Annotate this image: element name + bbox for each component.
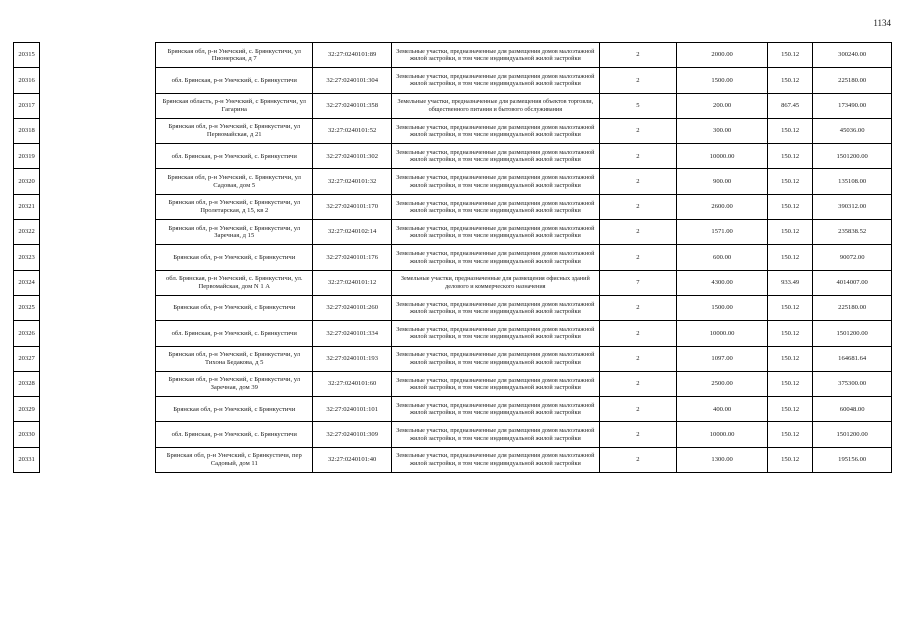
specific-value-cell: 150.12 — [767, 371, 812, 396]
cadastral-value-cell: 1501200.00 — [813, 321, 892, 346]
cadastral-value-cell: 135108.00 — [813, 169, 892, 194]
use-group-cell: 2 — [599, 447, 677, 472]
table-row — [14, 68, 892, 93]
land-use-cell: Земельные участки, предназначенные для размещения домов малоэтажной жилой застройки, в том числе индивидуальной жилой застройки — [392, 169, 600, 194]
blank-cell — [40, 245, 156, 270]
row-number-cell: 20321 — [14, 194, 40, 219]
blank-cell — [40, 447, 156, 472]
address-cell: Брянская обл, р-н Унечский, с Брянкустичи — [156, 295, 313, 320]
blank-cell — [40, 321, 156, 346]
row-number-cell: 20324 — [14, 270, 40, 295]
blank-cell — [40, 346, 156, 371]
blank-cell — [40, 270, 156, 295]
land-use-cell: Земельные участки, предназначенные для размещения домов малоэтажной жилой застройки, в том числе индивидуальной жилой застройки — [392, 346, 600, 371]
cadastral-number-cell: 32:27:0240101:170 — [313, 194, 392, 219]
row-number-cell: 20316 — [14, 68, 40, 93]
use-group-cell: 2 — [599, 118, 677, 143]
use-group-cell: 7 — [599, 270, 677, 295]
specific-value-cell: 150.12 — [767, 43, 812, 68]
use-group-cell: 2 — [599, 346, 677, 371]
cadastral-number-cell: 32:27:0240101:40 — [313, 447, 392, 472]
address-cell: Брянская обл, р-н Унечский, с Брянкустичи — [156, 397, 313, 422]
specific-value-cell: 150.12 — [767, 194, 812, 219]
cadastral-value-cell: 235838.52 — [813, 220, 892, 245]
table-row — [14, 245, 892, 270]
row-number-cell: 20331 — [14, 447, 40, 472]
table-row — [14, 270, 892, 295]
area-cell: 10000.00 — [677, 321, 768, 346]
address-cell: обл. Брянская, р-н Унечский, с. Брянкустичи — [156, 321, 313, 346]
row-number-cell: 20325 — [14, 295, 40, 320]
table-row — [14, 144, 892, 169]
use-group-cell: 2 — [599, 397, 677, 422]
cadastral-value-cell: 195156.00 — [813, 447, 892, 472]
address-cell: Брянская обл, р-н Унечский, с Брянкустичи, ул Заречная, дом 39 — [156, 371, 313, 396]
table-row — [14, 169, 892, 194]
cadastral-value-cell: 225180.00 — [813, 295, 892, 320]
blank-cell — [40, 194, 156, 219]
cadastral-value-cell: 60048.00 — [813, 397, 892, 422]
land-use-cell: Земельные участки, предназначенные для размещения домов малоэтажной жилой застройки, в том числе индивидуальной жилой застройки — [392, 422, 600, 447]
row-number-cell: 20319 — [14, 144, 40, 169]
table-row — [14, 194, 892, 219]
cadastral-number-cell: 32:27:0240101:89 — [313, 43, 392, 68]
cadastral-value-cell: 300240.00 — [813, 43, 892, 68]
address-cell: Брянская обл, р-н Унечский, с Брянкустичи, ул Тихона Бедакова, д 5 — [156, 346, 313, 371]
blank-cell — [40, 169, 156, 194]
use-group-cell: 5 — [599, 93, 677, 118]
blank-cell — [40, 220, 156, 245]
cadastral-number-cell: 32:27:0240101:309 — [313, 422, 392, 447]
specific-value-cell: 150.12 — [767, 422, 812, 447]
row-number-cell: 20327 — [14, 346, 40, 371]
table-row — [14, 371, 892, 396]
use-group-cell: 2 — [599, 220, 677, 245]
cadastral-value-cell: 1501200.00 — [813, 144, 892, 169]
area-cell: 10000.00 — [677, 422, 768, 447]
land-use-cell: Земельные участки, предназначенные для размещения домов малоэтажной жилой застройки, в том числе индивидуальной жилой застройки — [392, 245, 600, 270]
cadastral-number-cell: 32:27:0240101:101 — [313, 397, 392, 422]
specific-value-cell: 150.12 — [767, 144, 812, 169]
cadastral-value-cell: 45036.00 — [813, 118, 892, 143]
table-row — [14, 447, 892, 472]
cadastral-number-cell: 32:27:0240101:52 — [313, 118, 392, 143]
row-number-cell: 20328 — [14, 371, 40, 396]
blank-cell — [40, 93, 156, 118]
table-body — [14, 43, 892, 473]
cadastral-number-cell: 32:27:0240101:12 — [313, 270, 392, 295]
specific-value-cell: 150.12 — [767, 295, 812, 320]
address-cell: Брянская обл, р-н Унечский, с Брянкустичи, пер Садовый, дом 11 — [156, 447, 313, 472]
use-group-cell: 2 — [599, 321, 677, 346]
specific-value-cell: 150.12 — [767, 68, 812, 93]
row-number-cell: 20317 — [14, 93, 40, 118]
specific-value-cell: 150.12 — [767, 397, 812, 422]
blank-cell — [40, 118, 156, 143]
row-number-cell: 20320 — [14, 169, 40, 194]
address-cell: обл. Брянская, р-н Унечский, с. Брянкустичи — [156, 68, 313, 93]
row-number-cell: 20323 — [14, 245, 40, 270]
area-cell: 1571.00 — [677, 220, 768, 245]
land-use-cell: Земельные участки, предназначенные для размещения домов малоэтажной жилой застройки, в том числе индивидуальной жилой застройки — [392, 371, 600, 396]
address-cell: Брянская обл, р-н Унечский, с Брянкустичи, ул Первомайская, д 21 — [156, 118, 313, 143]
land-use-cell: Земельные участки, предназначенные для размещения домов малоэтажной жилой застройки, в том числе индивидуальной жилой застройки — [392, 43, 600, 68]
blank-cell — [40, 371, 156, 396]
row-number-cell: 20322 — [14, 220, 40, 245]
area-cell: 1300.00 — [677, 447, 768, 472]
specific-value-cell: 867.45 — [767, 93, 812, 118]
address-cell: Брянская обл, р-н Унечский, с. Брянкустичи, ул Пионерская, д 7 — [156, 43, 313, 68]
use-group-cell: 2 — [599, 245, 677, 270]
area-cell: 1500.00 — [677, 295, 768, 320]
specific-value-cell: 150.12 — [767, 245, 812, 270]
cadastral-value-cell: 173490.00 — [813, 93, 892, 118]
address-cell: обл. Брянская, р-н Унечский, с. Брянкустичи, ул. Первомайская, дом N 1 А — [156, 270, 313, 295]
use-group-cell: 2 — [599, 43, 677, 68]
use-group-cell: 2 — [599, 144, 677, 169]
address-cell: обл. Брянская, р-н Унечский, с. Брянкустичи — [156, 422, 313, 447]
cadastral-number-cell: 32:27:0240101:304 — [313, 68, 392, 93]
table-row — [14, 220, 892, 245]
area-cell: 600.00 — [677, 245, 768, 270]
cadastral-value-table — [13, 42, 892, 473]
row-number-cell: 20318 — [14, 118, 40, 143]
area-cell: 200.00 — [677, 93, 768, 118]
area-cell: 10000.00 — [677, 144, 768, 169]
land-use-cell: Земельные участки, предназначенные для размещения домов малоэтажной жилой застройки, в том числе индивидуальной жилой застройки — [392, 118, 600, 143]
blank-cell — [40, 295, 156, 320]
specific-value-cell: 150.12 — [767, 321, 812, 346]
row-number-cell: 20329 — [14, 397, 40, 422]
cadastral-value-cell: 164681.64 — [813, 346, 892, 371]
use-group-cell: 2 — [599, 68, 677, 93]
use-group-cell: 2 — [599, 295, 677, 320]
land-use-cell: Земельные участки, предназначенные для размещения домов малоэтажной жилой застройки, в том числе индивидуальной жилой застройки — [392, 321, 600, 346]
cadastral-number-cell: 32:27:0240101:260 — [313, 295, 392, 320]
land-use-cell: Земельные участки, предназначенные для размещения домов малоэтажной жилой застройки, в том числе индивидуальной жилой застройки — [392, 144, 600, 169]
land-use-cell: Земельные участки, предназначенные для размещения домов малоэтажной жилой застройки, в том числе индивидуальной жилой застройки — [392, 295, 600, 320]
cadastral-value-cell: 390312.00 — [813, 194, 892, 219]
table-row — [14, 422, 892, 447]
address-cell: Брянская обл, р-н Унечский, с. Брянкустичи, ул Садовая, дом 5 — [156, 169, 313, 194]
cadastral-number-cell: 32:27:0240101:193 — [313, 346, 392, 371]
row-number-cell: 20326 — [14, 321, 40, 346]
blank-cell — [40, 397, 156, 422]
specific-value-cell: 150.12 — [767, 447, 812, 472]
land-use-cell: Земельные участки, предназначенные для размещения офисных зданий делового и коммерческого назначения — [392, 270, 600, 295]
cadastral-value-cell: 4014007.00 — [813, 270, 892, 295]
cadastral-number-cell: 32:27:0240101:32 — [313, 169, 392, 194]
specific-value-cell: 150.12 — [767, 118, 812, 143]
table-row — [14, 118, 892, 143]
blank-cell — [40, 43, 156, 68]
cadastral-value-cell: 225180.00 — [813, 68, 892, 93]
use-group-cell: 2 — [599, 169, 677, 194]
land-use-cell: Земельные участки, предназначенные для размещения домов малоэтажной жилой застройки, в том числе индивидуальной жилой застройки — [392, 68, 600, 93]
page-number: 1134 — [873, 18, 891, 28]
specific-value-cell: 933.49 — [767, 270, 812, 295]
land-use-cell: Земельные участки, предназначенные для размещения домов малоэтажной жилой застройки, в том числе индивидуальной жилой застройки — [392, 447, 600, 472]
area-cell: 900.00 — [677, 169, 768, 194]
land-use-cell: Земельные участки, предназначенные для размещения домов малоэтажной жилой застройки, в том числе индивидуальной жилой застройки — [392, 194, 600, 219]
specific-value-cell: 150.12 — [767, 346, 812, 371]
cadastral-value-cell: 375300.00 — [813, 371, 892, 396]
specific-value-cell: 150.12 — [767, 220, 812, 245]
address-cell: обл. Брянская, р-н Унечский, с. Брянкустичи — [156, 144, 313, 169]
cadastral-number-cell: 32:27:0240101:358 — [313, 93, 392, 118]
area-cell: 1500.00 — [677, 68, 768, 93]
blank-cell — [40, 68, 156, 93]
cadastral-value-cell: 90072.00 — [813, 245, 892, 270]
table-row — [14, 397, 892, 422]
area-cell: 1097.00 — [677, 346, 768, 371]
blank-cell — [40, 144, 156, 169]
area-cell: 2600.00 — [677, 194, 768, 219]
cadastral-number-cell: 32:27:0240102:14 — [313, 220, 392, 245]
table-row — [14, 295, 892, 320]
area-cell: 300.00 — [677, 118, 768, 143]
table-row — [14, 43, 892, 68]
land-use-cell: Земельные участки, предназначенные для размещения домов малоэтажной жилой застройки, в том числе индивидуальной жилой застройки — [392, 220, 600, 245]
area-cell: 2500.00 — [677, 371, 768, 396]
use-group-cell: 2 — [599, 194, 677, 219]
table-row — [14, 321, 892, 346]
address-cell: Брянская область, р-н Унечский, с Брянкустичи, ул Гагарина — [156, 93, 313, 118]
address-cell: Брянская обл, р-н Унечский, с Брянкустичи, ул Заречная, д 15 — [156, 220, 313, 245]
table-row — [14, 346, 892, 371]
use-group-cell: 2 — [599, 422, 677, 447]
address-cell: Брянская обл, р-н Унечский, с Брянкустичи — [156, 245, 313, 270]
row-number-cell: 20330 — [14, 422, 40, 447]
blank-cell — [40, 422, 156, 447]
land-use-cell: Земельные участки, предназначенные для размещения домов малоэтажной жилой застройки, в том числе индивидуальной жилой застройки — [392, 397, 600, 422]
row-number-cell: 20315 — [14, 43, 40, 68]
area-cell: 4300.00 — [677, 270, 768, 295]
address-cell: Брянская обл, р-н Унечский, с Брянкустичи, ул Пролетарская, д 15, кв 2 — [156, 194, 313, 219]
land-use-cell: Земельные участки, предназначенные для размещения объектов торговли, общественного питания и бытового обслуживания — [392, 93, 600, 118]
specific-value-cell: 150.12 — [767, 169, 812, 194]
cadastral-number-cell: 32:27:0240101:302 — [313, 144, 392, 169]
table-row — [14, 93, 892, 118]
area-cell: 400.00 — [677, 397, 768, 422]
cadastral-number-cell: 32:27:0240101:60 — [313, 371, 392, 396]
cadastral-number-cell: 32:27:0240101:334 — [313, 321, 392, 346]
use-group-cell: 2 — [599, 371, 677, 396]
cadastral-number-cell: 32:27:0240101:176 — [313, 245, 392, 270]
cadastral-value-cell: 1501200.00 — [813, 422, 892, 447]
area-cell: 2000.00 — [677, 43, 768, 68]
